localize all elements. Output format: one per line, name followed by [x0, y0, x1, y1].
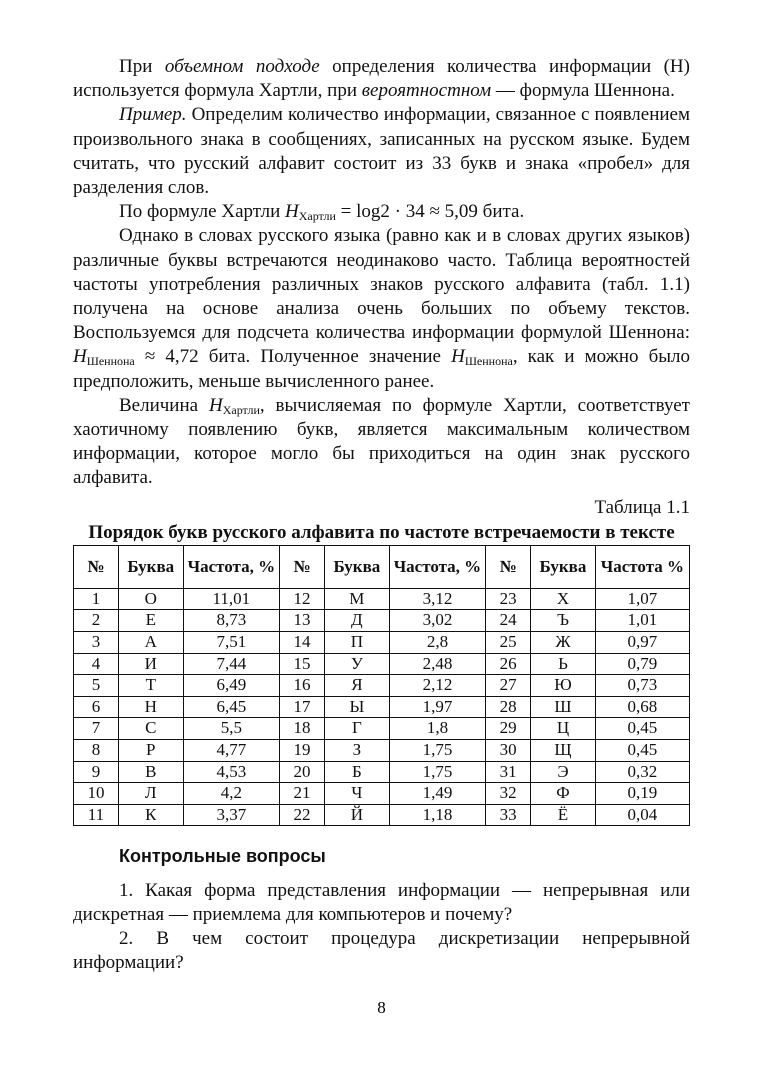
column-header: № — [280, 545, 325, 588]
table-cell: 23 — [486, 588, 531, 610]
table-cell: 1,75 — [389, 761, 485, 783]
table-cell: 1,75 — [389, 740, 485, 762]
table-cell: Ь — [531, 653, 596, 675]
table-row — [74, 804, 690, 826]
formula-symbol: H — [208, 394, 223, 416]
text: Величина — [119, 394, 209, 416]
letter-frequency-table — [73, 545, 690, 827]
table-cell: 0,45 — [595, 740, 689, 762]
italic-term: вероятностном — [361, 80, 492, 102]
table-cell: 24 — [486, 610, 531, 632]
table-cell: Х — [531, 588, 596, 610]
table-cell: 15 — [280, 653, 325, 675]
table-cell: 5 — [74, 675, 119, 697]
table-cell: 26 — [486, 653, 531, 675]
text: По формуле Хартли — [119, 201, 285, 223]
table-cell: Я — [325, 675, 390, 697]
text: Однако в словах русского языка (равно как и в словах других языков) различные буквы встречаются неодинаково часто. Таблица вероятностей частоты употребления различных знаков русского алфавита (табл. 1.1) получена на основе анализа очень больших по объему текстов. Воспользуемся для подсчета количества информации формулой Шеннона: — [73, 225, 690, 344]
table-cell: 12 — [280, 588, 325, 610]
italic-term: Пример. — [119, 104, 187, 126]
table-cell: 33 — [486, 804, 531, 826]
table-cell: 20 — [280, 761, 325, 783]
table-cell: 1,49 — [389, 783, 485, 805]
table-cell: Ы — [325, 696, 390, 718]
table-cell: 9 — [74, 761, 119, 783]
table-cell: Е — [118, 610, 183, 632]
table-cell: 0,45 — [595, 718, 689, 740]
table-cell: 3,02 — [389, 610, 485, 632]
table-cell: Р — [118, 740, 183, 762]
table-cell: 6,49 — [183, 675, 279, 697]
paragraph-2 — [73, 103, 690, 200]
table-cell: 25 — [486, 632, 531, 654]
table-cell: А — [118, 632, 183, 654]
paragraph-3 — [73, 200, 690, 224]
question-2: 2. В чем состоит процедура дискретизации непрерывной информации? — [73, 928, 690, 974]
formula-symbol: H — [284, 201, 299, 223]
question-1: 1. Какая форма представления информации — непрерывная или дискретная — приемлема для компьютеров и почему? — [73, 879, 690, 925]
table-cell: Т — [118, 675, 183, 697]
text: — формула Шеннона. — [491, 80, 675, 102]
table-cell: С — [118, 718, 183, 740]
table-row — [74, 675, 690, 697]
table-cell: 4,53 — [183, 761, 279, 783]
table-cell: Ш — [531, 696, 596, 718]
table-cell: О — [118, 588, 183, 610]
table-cell: 0,97 — [595, 632, 689, 654]
table-cell: Г — [325, 718, 390, 740]
table-cell: Щ — [531, 740, 596, 762]
table-cell: 29 — [486, 718, 531, 740]
table-cell: Н — [118, 696, 183, 718]
text: = log2 · 34 ≈ 5,09 бита. — [335, 201, 525, 223]
table-cell: 22 — [280, 804, 325, 826]
table-cell: 4 — [74, 653, 119, 675]
table-cell: Ц — [531, 718, 596, 740]
table-cell: 1,8 — [389, 718, 485, 740]
column-header: № — [486, 545, 531, 588]
table-row — [74, 761, 690, 783]
column-header: Буква — [118, 545, 183, 588]
table-cell: Ф — [531, 783, 596, 805]
table-cell: 1,97 — [389, 696, 485, 718]
table-row — [74, 718, 690, 740]
table-cell: 11,01 — [183, 588, 279, 610]
table-cell: 14 — [280, 632, 325, 654]
table-cell: 2,8 — [389, 632, 485, 654]
table-row — [74, 783, 690, 805]
table-cell: 7 — [74, 718, 119, 740]
formula-symbol: H — [451, 346, 465, 368]
column-header: № — [74, 545, 119, 588]
table-cell: П — [325, 632, 390, 654]
formula-subscript: Шеннона — [464, 354, 513, 369]
table-row — [74, 632, 690, 654]
table-cell: 4,2 — [183, 783, 279, 805]
table-cell: 8,73 — [183, 610, 279, 632]
text: , вычисляемая по формуле Хартли, соответствует хаотичному появлению букв, является максимальным количеством информации, которое могло бы приходиться на один знак русского алфавита. — [73, 394, 690, 489]
formula-symbol: H — [73, 346, 87, 368]
column-header: Частота % — [595, 545, 689, 588]
questions-heading: Контрольные вопросы — [119, 846, 326, 867]
table-row — [74, 653, 690, 675]
text: При — [119, 56, 165, 77]
table-cell: Ю — [531, 675, 596, 697]
column-header: Частота, % — [389, 545, 485, 588]
table-cell: К — [118, 804, 183, 826]
table-cell: 28 — [486, 696, 531, 718]
table-cell: 2,48 — [389, 653, 485, 675]
table-cell: 0,68 — [595, 696, 689, 718]
page-content — [73, 55, 690, 975]
table-cell: 0,19 — [595, 783, 689, 805]
table-cell: И — [118, 653, 183, 675]
table-cell: 18 — [280, 718, 325, 740]
table-header-row — [74, 545, 690, 588]
table-cell: 3,12 — [389, 588, 485, 610]
table-cell: 31 — [486, 761, 531, 783]
table-cell: Э — [531, 761, 596, 783]
table-cell: 0,04 — [595, 804, 689, 826]
text: , как и можно было предположить, меньше вычисленного ранее. — [73, 346, 690, 392]
table-cell: 6,45 — [183, 696, 279, 718]
table-cell: М — [325, 588, 390, 610]
table-cell: Ж — [531, 632, 596, 654]
table-cell: Ё — [531, 804, 596, 826]
table-cell: 10 — [74, 783, 119, 805]
table-cell: 21 — [280, 783, 325, 805]
formula-subscript: Хартли — [298, 209, 336, 224]
table-cell: У — [325, 653, 390, 675]
italic-term: объемном подходе — [164, 56, 320, 77]
table-body — [74, 588, 690, 826]
table-row — [74, 740, 690, 762]
table-cell: 3,37 — [183, 804, 279, 826]
table-row — [74, 588, 690, 610]
table-cell: 8 — [74, 740, 119, 762]
table-cell: 13 — [280, 610, 325, 632]
table-cell: 17 — [280, 696, 325, 718]
table-cell: Л — [118, 783, 183, 805]
column-header: Частота, % — [183, 545, 279, 588]
table-cell: 1 — [74, 588, 119, 610]
formula-subscript: Шеннона — [86, 354, 135, 369]
table-cell: 5,5 — [183, 718, 279, 740]
paragraph-5 — [73, 394, 690, 491]
table-cell: Ч — [325, 783, 390, 805]
table-cell: 4,77 — [183, 740, 279, 762]
table-cell: 16 — [280, 675, 325, 697]
table-cell: 2,12 — [389, 675, 485, 697]
table-cell: 3 — [74, 632, 119, 654]
table-title: Порядок букв русского алфавита по частоте встречаемости в тексте — [88, 521, 675, 543]
table-cell: 19 — [280, 740, 325, 762]
table-cell: 7,44 — [183, 653, 279, 675]
text: определения количества информации (H) используется формула Хартли, при — [73, 56, 690, 102]
table-cell: 27 — [486, 675, 531, 697]
table-cell: 1,18 — [389, 804, 485, 826]
table-cell: 32 — [486, 783, 531, 805]
text: ≈ 4,72 бита. Полученное значение — [134, 346, 452, 368]
paragraph-4 — [73, 224, 690, 393]
table-cell: 11 — [74, 804, 119, 826]
table-cell: 0,73 — [595, 675, 689, 697]
table-label: Таблица 1.1 — [594, 496, 690, 518]
table-cell: Д — [325, 610, 390, 632]
table-cell: 0,79 — [595, 653, 689, 675]
table-row — [74, 610, 690, 632]
table-cell: 1,07 — [595, 588, 689, 610]
table-cell: Ъ — [531, 610, 596, 632]
column-header: Буква — [531, 545, 596, 588]
paragraph-1 — [73, 55, 690, 103]
formula-subscript: Хартли — [222, 402, 260, 417]
page-number: 8 — [377, 998, 386, 1017]
table-cell: 30 — [486, 740, 531, 762]
table-cell: 0,32 — [595, 761, 689, 783]
table-cell: Б — [325, 761, 390, 783]
text: Определим количество информации, связанное с появлением произвольного знака в сообщениях, записанных на русском языке. Будем считать, что русский алфавит состоит из 33 букв и знака «пробел» для разделения слов. — [73, 104, 690, 199]
table-cell: 1,01 — [595, 610, 689, 632]
table-cell: В — [118, 761, 183, 783]
table-cell: 7,51 — [183, 632, 279, 654]
table-cell: З — [325, 740, 390, 762]
table-row — [74, 696, 690, 718]
table-cell: 2 — [74, 610, 119, 632]
table-cell: Й — [325, 804, 390, 826]
column-header: Буква — [325, 545, 390, 588]
table-cell: 6 — [74, 696, 119, 718]
